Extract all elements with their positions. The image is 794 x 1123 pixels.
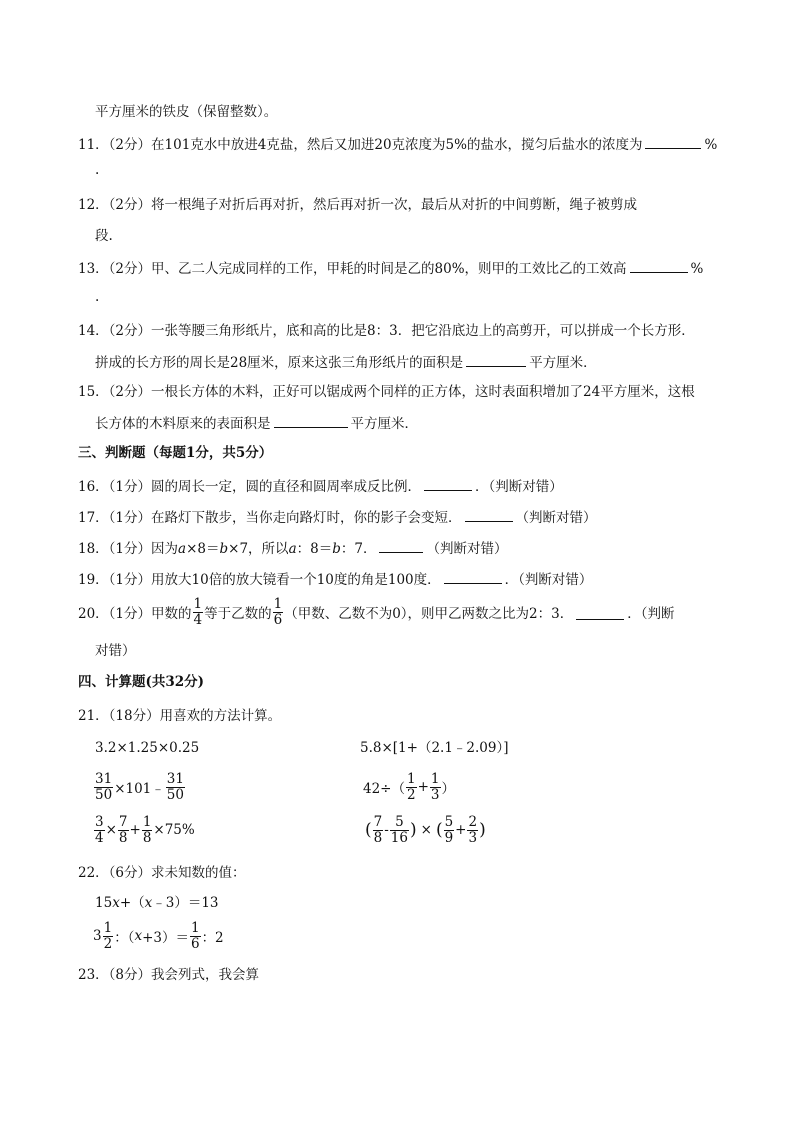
q12-continuation: 段. (95, 228, 113, 244)
q15-text: 15．（2分）一根长方体的木料，正好可以锯成两个同样的正方体，这时表面积增加了24平方厘米，这根 (78, 384, 695, 400)
numerator: 1 (430, 770, 440, 787)
denominator: 4 (193, 611, 203, 628)
q15-cont-post: 平方厘米． (350, 416, 418, 432)
left-paren: ( (365, 820, 372, 840)
operator: - (384, 822, 389, 838)
q16-answer-blank[interactable] (424, 476, 472, 491)
fraction-1-3 (430, 772, 441, 803)
equation-1 (95, 894, 219, 912)
q20-continuation: 对错） (95, 643, 136, 659)
denominator: 3 (468, 829, 478, 846)
fraction-1-4 (193, 597, 204, 628)
q11-unit: % (704, 137, 718, 153)
calc-expression-2: 5.8×[1+（2.1﹣2.09）] (360, 740, 509, 756)
fraction-3-4 (94, 815, 105, 846)
q11-continuation: . (95, 162, 100, 178)
q19-post: ．（判断对错） (504, 572, 593, 588)
q12-text: 12．（2分）将一根绳子对折后再对折，然后再对折一次，最后从对折的中间剪断，绳子被剪成 (78, 197, 638, 213)
q14-cont-post: 平方厘米． (529, 355, 597, 371)
fraction-1-8 (142, 815, 153, 846)
numerator: 1 (190, 919, 200, 936)
denominator: 2 (103, 935, 113, 952)
numerator: 1 (103, 919, 113, 936)
section-4-heading: 四、计算题(共32分) (78, 674, 205, 690)
numerator: 1 (407, 770, 416, 787)
numerator: 5 (390, 815, 409, 831)
fraction-31-50 (94, 772, 113, 803)
var-a: a (288, 541, 297, 557)
q14-continuation (95, 352, 597, 372)
question-17 (78, 507, 597, 527)
fraction-1-6 (273, 597, 284, 628)
q18-answer-blank[interactable] (379, 538, 423, 553)
question-11 (78, 134, 717, 154)
q20-post2: ．（判断 (627, 606, 675, 622)
q19-answer-blank[interactable] (444, 569, 502, 584)
q16-text: 16．（1分）圆的周长一定，圆的直径和圆周率成反比例． (78, 479, 422, 495)
denominator: 50 (95, 786, 113, 803)
q13-continuation: . (95, 289, 100, 305)
denominator: 8 (373, 829, 383, 846)
q17-post: （判断对错） (515, 510, 597, 526)
q20-post: （甲数、乙数不为0），则甲乙两数之比为2：3． (284, 606, 574, 622)
q18-mid4: ：7． (340, 541, 377, 557)
var-x: x (134, 928, 143, 944)
eq2-mid: ：（ (114, 930, 135, 946)
q19-text: 19．（1分）用放大10倍的放大镜看一个10度的角是100度． (78, 572, 441, 588)
question-14 (78, 322, 695, 340)
operator: ×101﹣ (114, 781, 165, 797)
fraction-5-16 (390, 815, 409, 846)
q20-mid: 等于乙数的 (204, 606, 272, 622)
denominator: 8 (142, 829, 152, 846)
calc5-post: ×75% (153, 822, 195, 838)
right-paren: ) (479, 820, 486, 840)
q18-post: （判断对错） (426, 541, 508, 557)
calc4-post: ） (441, 781, 455, 797)
calc-expression-6 (365, 812, 486, 848)
numerator: 7 (118, 813, 128, 830)
eq2-mid2: +3）＝ (142, 930, 189, 946)
q13-unit: % (690, 261, 704, 277)
q10-continuation: 平方厘米的铁皮（保留整数）。 (95, 104, 278, 120)
var-x: x (112, 895, 120, 911)
q14-text: 14．（2分）一张等腰三角形纸片，底和高的比是8：3．把它沿底边上的高剪开，可以拼成一个长方形． (78, 323, 695, 339)
q14-cont-pre: 拼成的长方形的周长是28厘米，原来这张三角形纸片的面积是 (95, 355, 464, 371)
question-21: 21．（18分）用喜欢的方法计算。 (78, 708, 282, 724)
q17-text: 17．（1分）在路灯下散步，当你走向路灯时，你的影子会变短． (78, 510, 462, 526)
q18-mid2: ×7，所以 (228, 541, 289, 557)
fraction-7-8 (373, 815, 384, 846)
calc-expression-4 (363, 769, 455, 805)
q15-continuation (95, 413, 418, 433)
operator: + (129, 822, 141, 838)
numerator: 7 (373, 813, 383, 830)
question-23: 23．（8分）我会列式，我会算 (78, 967, 260, 983)
numerator: 1 (193, 595, 203, 612)
q13-answer-blank[interactable] (630, 258, 688, 273)
denominator: 6 (190, 935, 200, 952)
numerator: 3 (95, 813, 104, 830)
question-15 (78, 383, 695, 401)
q16-post: ．（判断对错） (475, 479, 563, 495)
var-b: b (219, 541, 229, 557)
calc-expression-3 (93, 769, 186, 805)
fraction-1-2 (406, 772, 417, 803)
question-13 (78, 258, 703, 278)
q11-text: 11．（2分）在101克水中放进4克盐，然后又加进20克浓度为5%的盐水，搅匀后盐水的浓度为 (78, 137, 643, 153)
operator: × (105, 822, 117, 838)
denominator: 2 (407, 786, 416, 803)
calc4-pre: 42÷（ (363, 781, 405, 797)
q18-mid1: ×8＝ (186, 541, 220, 557)
denominator: 50 (166, 786, 184, 803)
question-22: 22．（6分）求未知数的值： (78, 865, 246, 881)
mixed-whole: 3 (93, 928, 102, 944)
eq1-post: +（ (119, 895, 145, 911)
fraction-7-8 (118, 815, 129, 846)
q18-mid3: ：8＝ (296, 541, 333, 557)
fraction-2-3 (467, 815, 478, 846)
operator: + (455, 822, 467, 838)
numerator: 1 (273, 595, 283, 612)
fraction-5-9 (444, 815, 455, 846)
right-paren: ) (409, 820, 417, 840)
operator: + (417, 779, 429, 795)
q20-pre: 20．（1分）甲数的 (78, 606, 192, 622)
var-b: b (332, 541, 341, 557)
var-x: x (144, 895, 153, 911)
denominator: 4 (95, 829, 104, 846)
q15-answer-blank[interactable] (274, 413, 348, 428)
denominator: 9 (444, 829, 454, 846)
question-12 (78, 196, 637, 214)
section-3-heading: 三、判断题（每题1分，共5分） (78, 445, 273, 461)
fraction-31-50 (166, 772, 185, 803)
denominator: 16 (390, 829, 408, 846)
q18-pre: 18．（1分）因为 (78, 541, 179, 557)
q14-answer-blank[interactable] (466, 352, 526, 367)
numerator: 2 (468, 813, 478, 830)
question-19 (78, 569, 592, 589)
numerator: 5 (444, 813, 454, 830)
denominator: 6 (273, 611, 283, 628)
eq1-pre: 15 (95, 895, 113, 911)
equation-2 (93, 918, 224, 954)
question-20 (78, 594, 675, 630)
numerator: 31 (95, 770, 113, 787)
eq2-post: ：2 (201, 930, 224, 946)
numerator: 1 (142, 813, 152, 830)
q17-answer-blank[interactable] (465, 507, 513, 522)
fraction-1-2 (103, 921, 114, 952)
q13-text: 13．（2分）甲、乙二人完成同样的工作，甲耗的时间是乙的80%，则甲的工效比乙的工效高 (78, 261, 627, 277)
var-a: a (178, 541, 187, 557)
q15-cont-pre: 长方体的木料原来的表面积是 (95, 416, 271, 432)
numerator: 31 (166, 770, 184, 787)
left-paren: ( (435, 820, 443, 840)
denominator: 8 (118, 829, 128, 846)
q11-answer-blank[interactable] (645, 134, 701, 149)
calc-expression-1: 3.2×1.25×0.25 (95, 740, 200, 756)
calc-expression-5 (93, 812, 195, 848)
eq1-post2: ﹣3）＝13 (152, 895, 219, 911)
question-18 (78, 538, 507, 558)
fraction-1-6 (190, 921, 201, 952)
operator: × (420, 822, 432, 838)
question-16 (78, 476, 563, 496)
q20-answer-blank[interactable] (576, 605, 624, 620)
denominator: 3 (430, 786, 440, 803)
